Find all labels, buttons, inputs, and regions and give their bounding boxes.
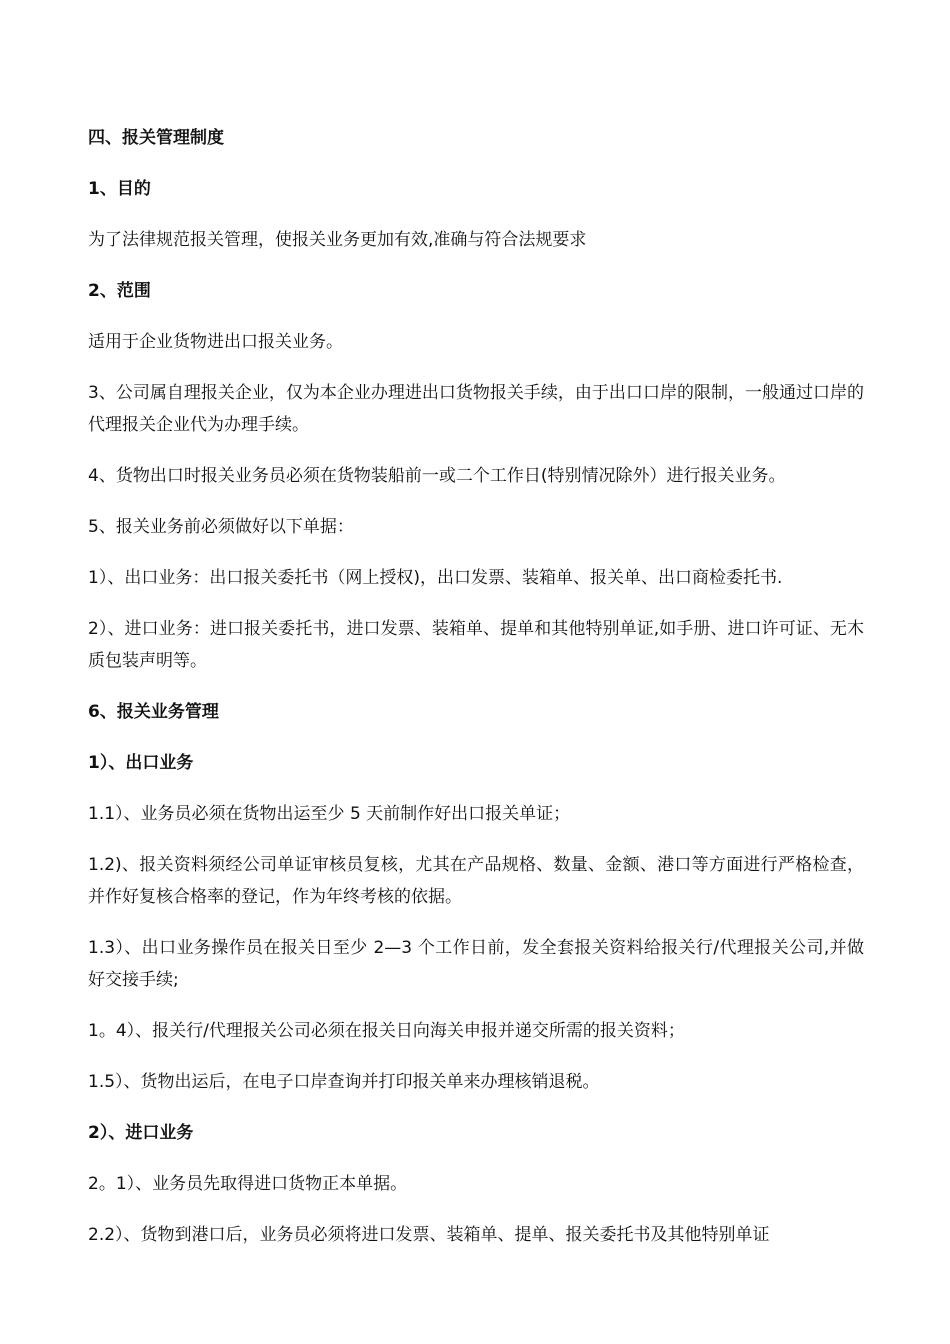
body-paragraph: 适用于企业货物进出口报关业务。	[88, 332, 343, 352]
subsection-heading: 2、范围	[88, 281, 151, 301]
subsection-heading: 2）、进口业务	[88, 1123, 194, 1143]
body-paragraph: 1.5）、货物出运后，在电子口岸查询并打印报关单来办理核销退税。	[88, 1072, 600, 1092]
body-paragraph: 2.2）、货物到港口后，业务员必须将进口发票、装箱单、提单、报关委托书及其他特别单证	[88, 1225, 770, 1245]
body-paragraph: 5、报关业务前必须做好以下单据：	[88, 517, 354, 537]
body-paragraph: 1.2)、报关资料须经公司单证审核员复核，尤其在产品规格、数量、金额、港口等方面进行严格检查，并作好复核合格率的登记，作为年终考核的依据。	[88, 855, 864, 907]
body-paragraph: 为了法律规范报关管理，使报关业务更加有效,准确与符合法规要求	[88, 230, 587, 250]
body-paragraph: 4、货物出口时报关业务员必须在货物装船前一或二个工作日(特别情况除外）进行报关业务。	[88, 466, 786, 486]
body-paragraph: 1）、出口业务：出口报关委托书（网上授权)，出口发票、装箱单、报关单、出口商检委托书.	[88, 568, 783, 588]
subsection-heading: 1）、出口业务	[88, 753, 194, 773]
section-heading: 四、报关管理制度	[88, 128, 224, 148]
subsection-heading: 1、目的	[88, 179, 151, 199]
document-page	[88, 122, 864, 1270]
body-paragraph: 1.3）、出口业务操作员在报关日至少 2—3 个工作日前，发全套报关资料给报关行/代理报关公司,并做好交接手续;	[88, 938, 864, 990]
body-paragraph: 3、公司属自理报关企业，仅为本企业办理进出口货物报关手续，由于出口口岸的限制，一般通过口岸的代理报关企业代为办理手续。	[88, 383, 864, 435]
body-paragraph: 1.1）、业务员必须在货物出运至少 5 天前制作好出口报关单证；	[88, 804, 571, 824]
subsection-heading: 6、报关业务管理	[88, 702, 219, 722]
body-paragraph: 2。1）、业务员先取得进口货物正本单据。	[88, 1174, 408, 1194]
body-paragraph: 2）、进口业务：进口报关委托书，进口发票、装箱单、提单和其他特别单证,如手册、进口许可证、无木质包装声明等。	[88, 619, 864, 671]
body-paragraph: 1。4）、报关行/代理报关公司必须在报关日向海关申报并递交所需的报关资料；	[88, 1021, 685, 1041]
